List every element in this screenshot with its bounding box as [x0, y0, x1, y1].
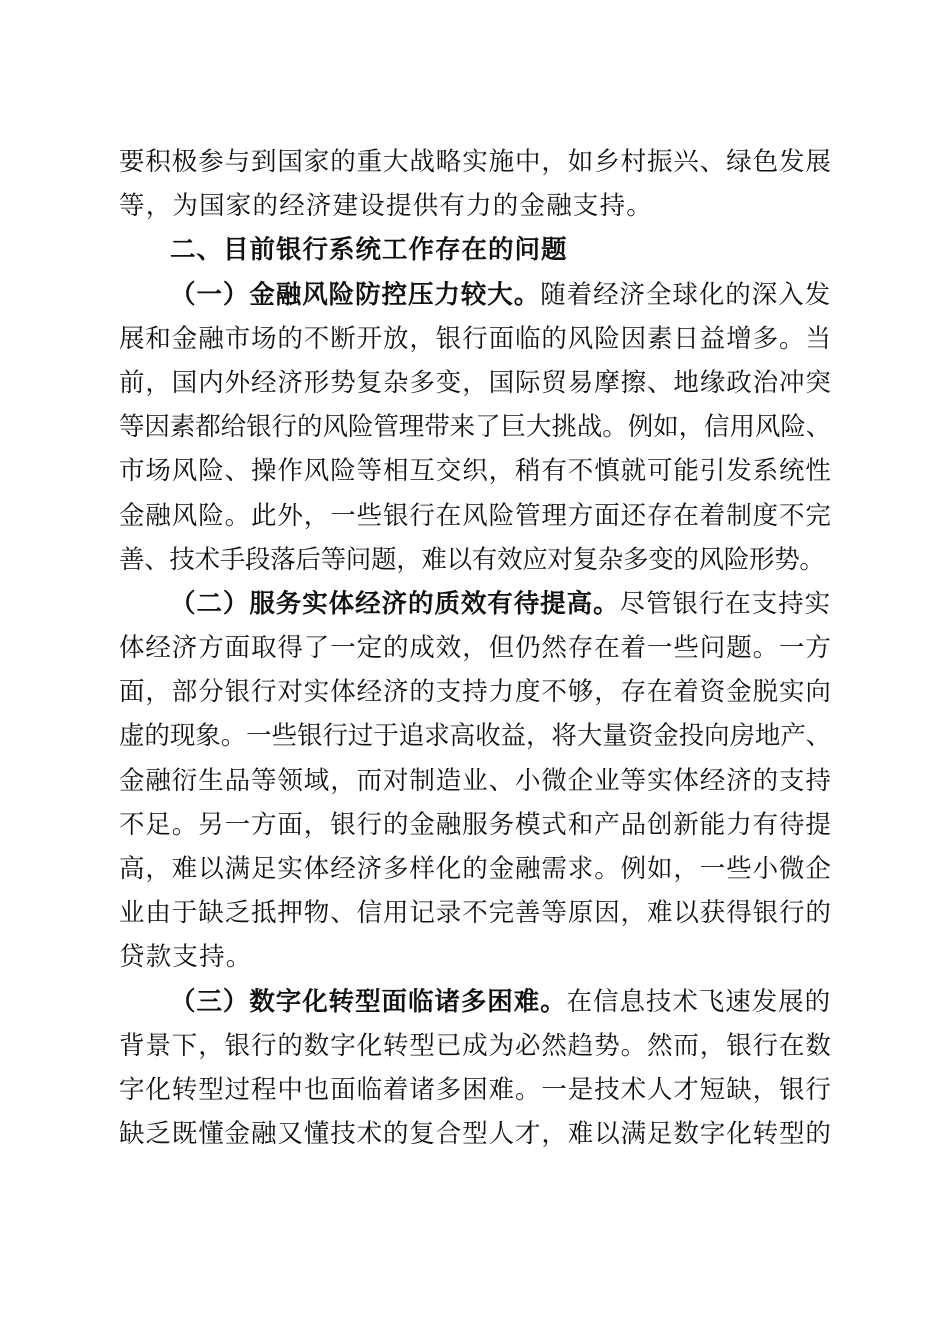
paragraph-1-line-5: 市场风险、操作风险等相互交织，稍有不慎就可能引发系统性: [119, 456, 832, 487]
paragraph-1-lead: （一）金融风险防控压力较大。: [170, 279, 541, 310]
intro-line-1: 要积极参与到国家的重大战略实施中，如乡村振兴、绿色发展: [119, 147, 832, 177]
paragraph-1-line-3: 前，国内外经济形势复杂多变，国际贸易摩擦、地缘政治冲突: [119, 367, 832, 398]
paragraph-2-line-4: 虚的现象。一些银行过于追求高收益，将大量资金投向房地产、: [119, 721, 831, 752]
intro-paragraph: [119, 140, 831, 228]
paragraph-3-line-1-text: 在信息技术飞速发展的: [566, 986, 831, 1017]
paragraph-3: [119, 980, 831, 1157]
paragraph-3-line-1: [119, 980, 831, 1024]
paragraph-2: [119, 582, 831, 980]
paragraph-1-line-6: 金融风险。此外，一些银行在风险管理方面还存在着制度不完: [119, 500, 832, 531]
paragraph-2-line-1-text: 尽管银行在支持实: [619, 588, 831, 619]
intro-line-2: 等，为国家的经济建设提供有力的金融支持。: [119, 191, 654, 222]
paragraph-2-line-7: 高，难以满足实体经济多样化的金融需求。例如，一些小微企: [119, 854, 832, 884]
paragraph-2-line-6: 不足。另一方面，银行的金融服务模式和产品创新能力有待提: [119, 809, 832, 840]
section-heading: 二、目前银行系统工作存在的问题: [170, 235, 568, 266]
document-body: [119, 140, 831, 1156]
paragraph-3-lead: （三）数字化转型面临诸多困难。: [170, 986, 567, 1017]
paragraph-1-line-1: [119, 273, 831, 317]
paragraph-2-line-2: 体经济方面取得了一定的成效，但仍然存在着一些问题。一方: [119, 633, 832, 664]
paragraph-1-line-2: 展和金融市场的不断开放，银行面临的风险因素日益增多。当: [119, 323, 832, 354]
paragraph-1-line-4: 等因素都给银行的风险管理带来了巨大挑战。例如，信用风险、: [119, 412, 831, 443]
paragraph-1-line-1-text: 随着经济全球化的深入发: [540, 279, 831, 310]
paragraph-1-line-7: 善、技术手段落后等问题，难以有效应对复杂多变的风险形势。: [119, 544, 825, 575]
paragraph-2-line-3: 面，部分银行对实体经济的支持力度不够，存在着资金脱实向: [119, 677, 832, 708]
paragraph-2-line-5: 金融衍生品等领域，而对制造业、小微企业等实体经济的支持: [119, 765, 832, 796]
paragraph-2-line-1: [119, 582, 831, 626]
paragraph-3-line-3: 字化转型过程中也面临着诸多困难。一是技术人才短缺，银行: [119, 1074, 832, 1105]
paragraph-2-line-8: 业由于缺乏抵押物、信用记录不完善等原因，难以获得银行的: [119, 898, 832, 929]
paragraph-2-lead: （二）服务实体经济的质效有待提高。: [170, 588, 620, 619]
paragraph-3-line-4: 缺乏既懂金融又懂技术的复合型人才，难以满足数字化转型的: [119, 1119, 832, 1150]
paragraph-1: [119, 273, 831, 582]
paragraph-3-line-2: 背景下，银行的数字化转型已成为必然趋势。然而，银行在数: [119, 1030, 832, 1061]
paragraph-2-line-9: 贷款支持。: [119, 942, 253, 973]
